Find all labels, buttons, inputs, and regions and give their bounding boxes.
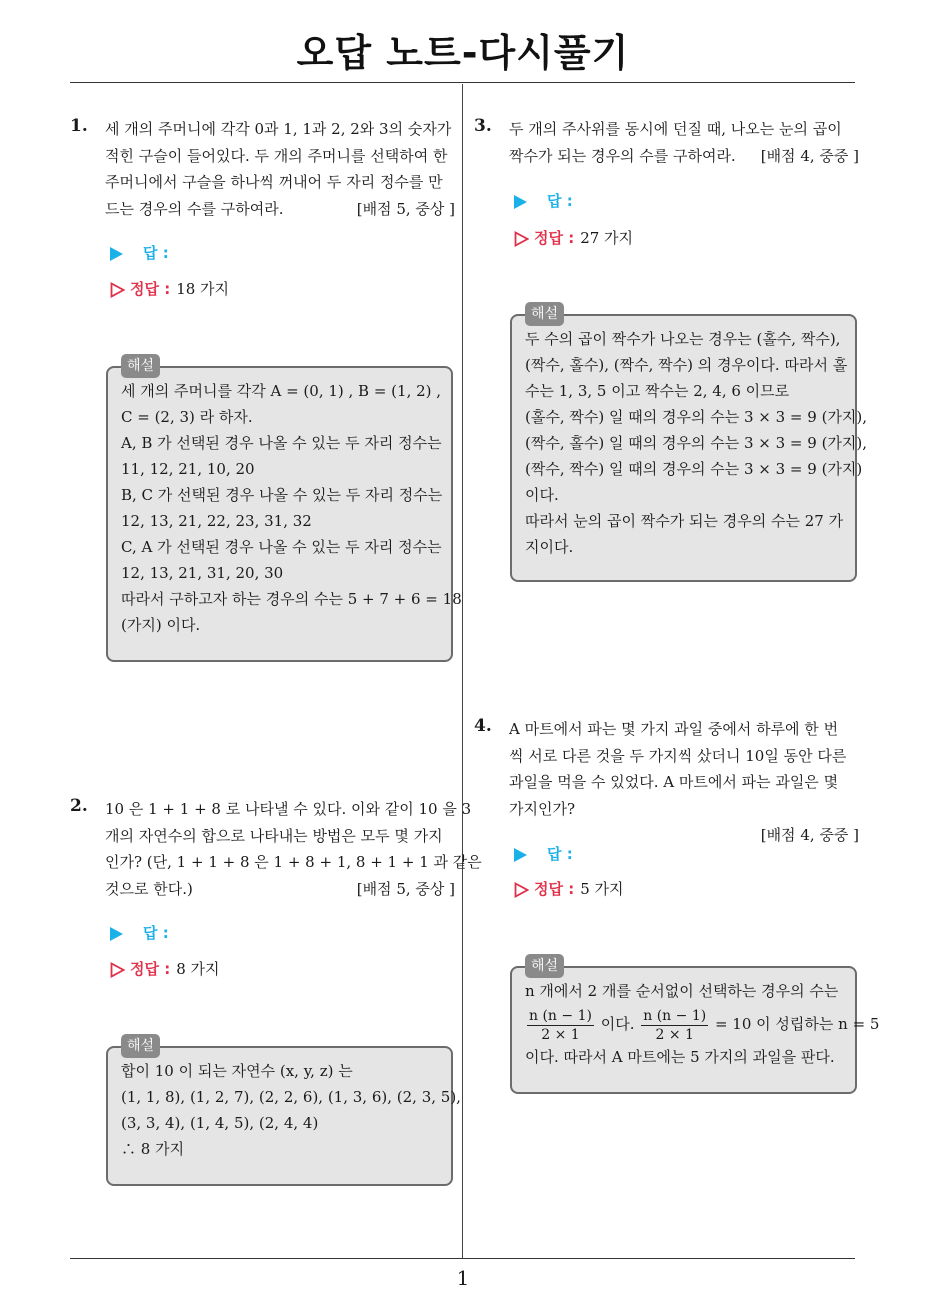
question-text: 세 개의 주머니에 각각 0과 1, 1과 2, 2와 3의 숫자가 적힌 구슬이 들어있다. 두 개의 주머니를 선택하여 한 주머니에서 구슬을 하나씩 꺼내어 두 자리 정수를 만 드는 경우의 수를 구하여라. [배점 5, 중상 ]	[105, 116, 455, 222]
answer-prompt-1: 답 :	[110, 242, 169, 263]
question-number: 3.	[474, 116, 492, 136]
question-text: 두 개의 주사위를 동시에 던질 때, 나오는 눈의 곱이 짝수가 되는 경우의 수를 구하여라. [배점 4, 중중 ]	[509, 116, 859, 169]
answer-prompt-3: 답 :	[514, 190, 573, 211]
outline-triangle-icon	[110, 282, 125, 298]
question-3	[474, 116, 859, 169]
explanation-box-4: 해설 n 개에서 2 개를 순서없이 선택하는 경우의 수는 $\frac{n (n - 1)}{2 \times 1}$ 이다. $\frac{n (n - 1)}{2 \times 1}$ = 10 이 성립하는 n = 5 이다. 따라서 A 마트에는 5 가지의 과일을 판다.	[510, 966, 857, 1094]
question-text: A 마트에서 파는 몇 가지 과일 중에서 하루에 한 번 씩 서로 다른 것을 두 가지씩 샀더니 10일 동안 다른 과일을 먹을 수 있었다. A 마트에서 파는 과일은 몇 가지인가? [배점 4, 중중 ]	[509, 720, 859, 844]
column-divider	[462, 84, 463, 1258]
page-title: 오답 노트-다시풀기	[296, 31, 630, 75]
explanation-tag: 해설	[121, 1034, 160, 1058]
answer-prompt-4: 답 :	[514, 843, 573, 864]
score-meta: [배점 5, 중상 ]	[356, 199, 455, 218]
play-triangle-icon	[514, 195, 527, 209]
explanation-box-2: 해설 합이 10 이 되는 자연수 (x, y, z) 는 (1, 1, 8), (1, 2, 7), (2, 2, 6), (1, 3, 6), (2, 3, 5), (3, 3, 4), (1, 4, 5), (2, 4, 4) ∴ 8 가지	[106, 1046, 453, 1186]
question-2	[70, 796, 482, 902]
play-triangle-icon	[514, 848, 527, 862]
question-text: 10 은 1 + 1 + 8 로 나타낼 수 있다. 이와 같이 10 을 3 개의 자연수의 합으로 나타내는 방법은 모두 몇 가지 인가? (단, 1 + 1 + 8 은 1 + 8 + 1, 8 + 1 + 1 과 같은 것으로 한다.) [배점 5, 중상 ]	[105, 796, 455, 902]
outline-triangle-icon	[110, 962, 125, 978]
explanation-box-3: 해설 두 수의 곱이 짝수가 나오는 경우는 (홀수, 짝수), (짝수, 홀수), (짝수, 짝수) 의 경우이다. 따라서 홀 수는 1, 3, 5 이고 짝수는 2, 4, 6 이므로 (홀수, 짝수) 일 때의 경우의 수는 3 × 3 = 9 (가지), (짝수, 홀수) 일 때의 경우의 수는 3 × 3 = 9 (가지), (짝수, 짝수) 일 때의 경우의 수는 3 × 3 = 9 (가지) 이다. 따라서 눈의 곱이 짝수가 되는 경우의 수는 27 가 지이다.	[510, 314, 857, 582]
outline-triangle-icon	[514, 882, 529, 898]
score-meta: [배점 5, 중상 ]	[356, 879, 455, 898]
question-4	[474, 716, 859, 849]
play-triangle-icon	[110, 247, 123, 261]
score-meta: [배점 4, 중중 ]	[760, 826, 859, 844]
page-number: 1	[456, 1266, 470, 1290]
fraction: $\frac{n (n - 1)}{2 \times 1}$	[529, 1007, 592, 1043]
header-rule	[70, 82, 855, 83]
explanation-box-1: 해설 세 개의 주머니를 각각 A = (0, 1) , B = (1, 2) , C = (2, 3) 라 하자. A, B 가 선택된 경우 나올 수 있는 두 자리 정수는 11, 12, 21, 10, 20 B, C 가 선택된 경우 나올 수 있는 두 자리 정수는 12, 13, 21, 22, 23, 31, 32 C, A 가 선택된 경우 나올 수 있는 두 자리 정수는 12, 13, 21, 31, 20, 30 따라서 구하고자 하는 경우의 수는 5 + 7 + 6 = 18 (가지) 이다.	[106, 366, 453, 662]
correct-answer-4: 정답 : 5 가지	[514, 878, 624, 899]
fraction: $\frac{n (n - 1)}{2 \times 1}$	[643, 1007, 707, 1043]
correct-answer-3: 정답 : 27 가지	[514, 227, 633, 248]
answer-prompt-2: 답 :	[110, 922, 169, 943]
explanation-tag: 해설	[525, 302, 564, 326]
footer-rule	[70, 1258, 855, 1259]
question-1	[70, 116, 455, 222]
correct-answer-1: 정답 : 18 가지	[110, 278, 229, 299]
score-meta: [배점 4, 중중 ]	[760, 146, 859, 165]
explanation-tag: 해설	[525, 954, 564, 978]
explanation-tag: 해설	[121, 354, 160, 378]
question-number: 2.	[70, 796, 88, 816]
correct-answer-2: 정답 : 8 가지	[110, 958, 220, 979]
play-triangle-icon	[110, 927, 123, 941]
question-number: 1.	[70, 116, 88, 136]
outline-triangle-icon	[514, 231, 529, 247]
question-number: 4.	[474, 716, 492, 736]
